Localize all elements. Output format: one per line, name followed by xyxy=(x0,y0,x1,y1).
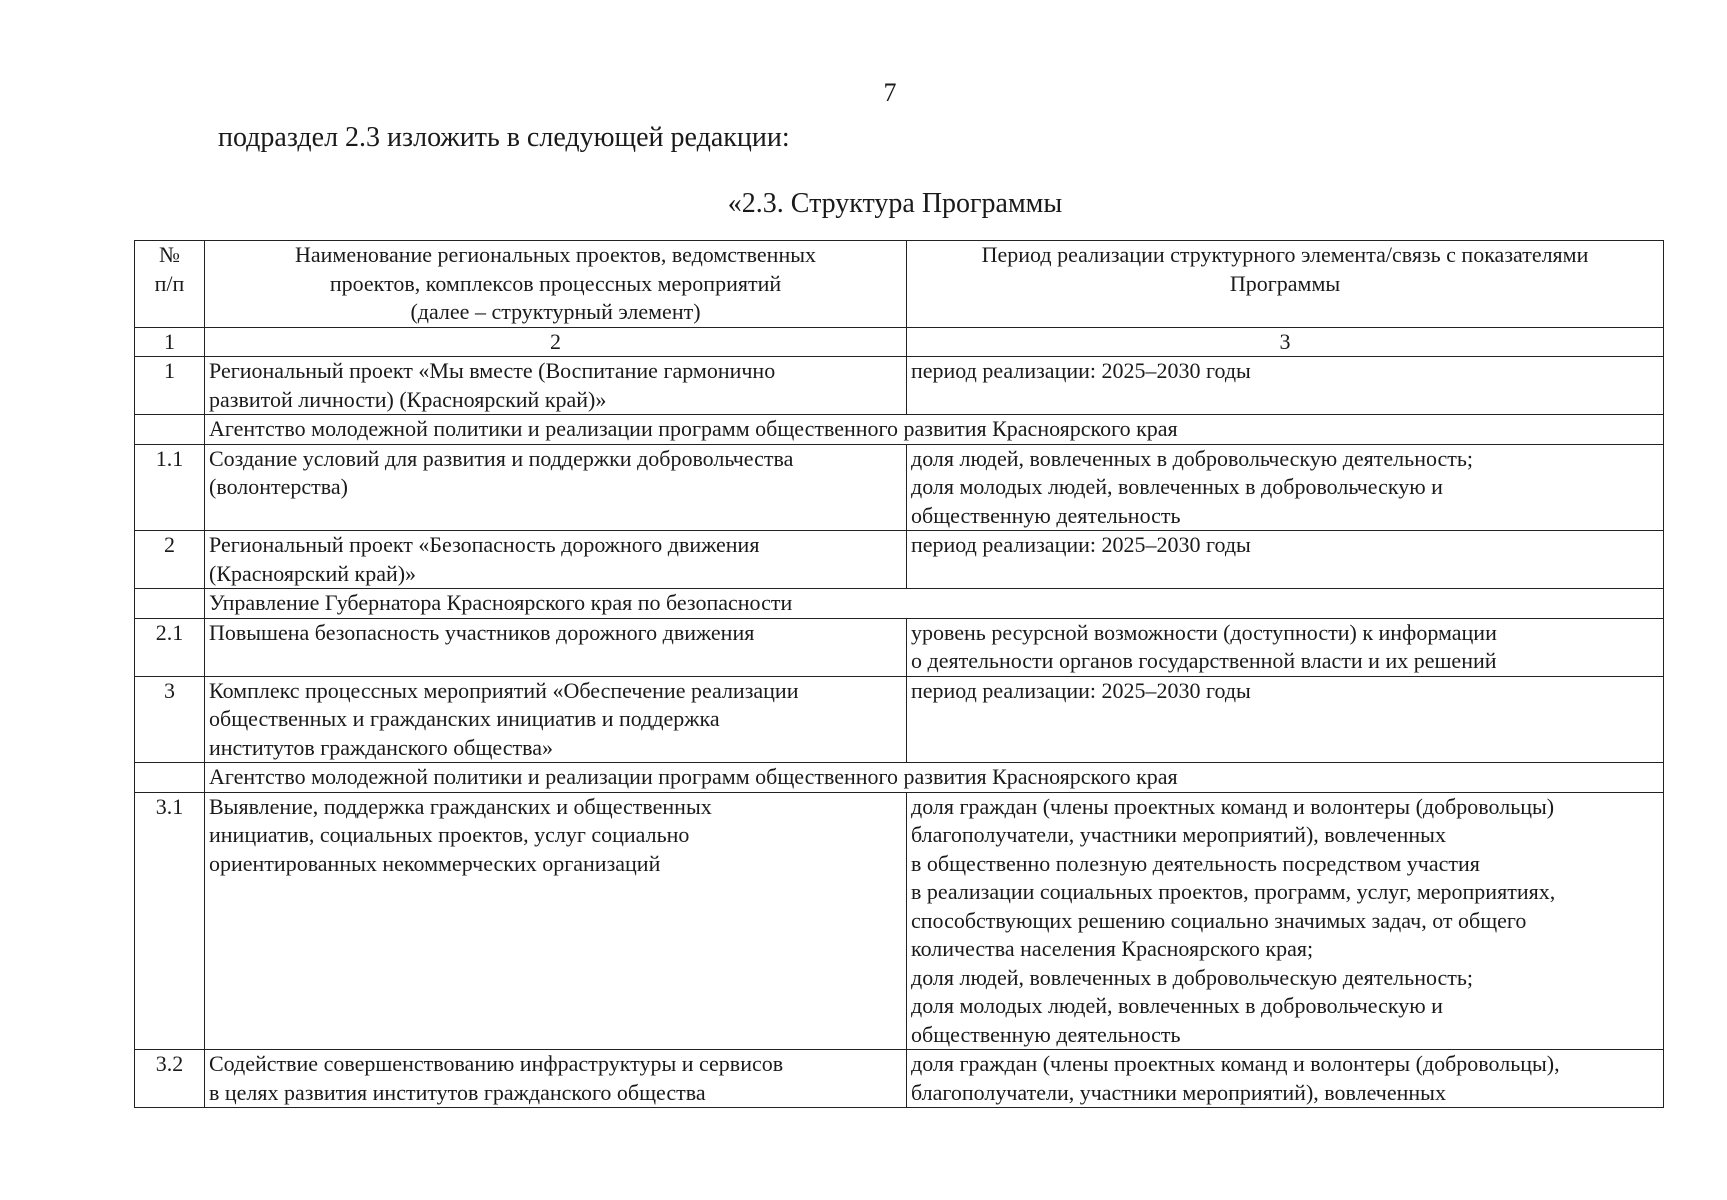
responsible-agency: Управление Губернатора Красноярского края по безопасности xyxy=(205,589,1664,619)
table-row xyxy=(135,792,1664,1050)
table-row xyxy=(135,357,1664,415)
period-indicator-link: период реализации: 2025–2030 годы xyxy=(907,357,1664,415)
agency-row xyxy=(135,589,1664,619)
structural-element-name: Повышена безопасность участников дорожного движения xyxy=(205,618,907,676)
responsible-agency: Агентство молодежной политики и реализации программ общественного развития Красноярского края xyxy=(205,415,1664,445)
structural-element-name: Создание условий для развития и поддержки добровольчества (волонтерства) xyxy=(205,444,907,531)
column-number: 2 xyxy=(205,327,907,357)
table-row xyxy=(135,444,1664,531)
row-number: 1.1 xyxy=(135,444,205,531)
row-number: 3 xyxy=(135,676,205,763)
row-number: 3.1 xyxy=(135,792,205,1050)
period-indicator-link: доля людей, вовлеченных в добровольческую деятельность; доля молодых людей, вовлеченных в добровольческую и общественную деятельность xyxy=(907,444,1664,531)
header-element-name: Наименование региональных проектов, ведомственных проектов, комплексов процессных мероприятий (далее – структурный элемент) xyxy=(205,241,907,328)
structural-element-name: Региональный проект «Безопасность дорожного движения (Красноярский край)» xyxy=(205,531,907,589)
column-number: 1 xyxy=(135,327,205,357)
period-indicator-link: уровень ресурсной возможности (доступности) к информации о деятельности органов государственной власти и их решений xyxy=(907,618,1664,676)
page-number: 7 xyxy=(883,78,897,107)
row-number: 2 xyxy=(135,531,205,589)
structural-element-name: Содействие совершенствованию инфраструктуры и сервисов в целях развития институтов гражданского общества xyxy=(205,1050,907,1108)
row-number: 1 xyxy=(135,357,205,415)
header-number: № п/п xyxy=(135,241,205,328)
period-indicator-link: доля граждан (члены проектных команд и волонтеры (добровольцы) благополучатели, участники мероприятий), вовлеченных в общественно полезную деятельность посредством участия в реализации социальных проектов, программ, услуг, мероприятиях, способствующих решению социально значимых задач, от общего количества населения Красноярского края; доля людей, вовлеченных в добровольческую деятельность; доля молодых людей, вовлеченных в добровольческую и общественную деятельность xyxy=(907,792,1664,1050)
row-number: 3.2 xyxy=(135,1050,205,1108)
empty-number-cell xyxy=(135,589,205,619)
empty-number-cell xyxy=(135,763,205,793)
structural-element-name: Комплекс процессных мероприятий «Обеспечение реализации общественных и гражданских инициатив и поддержка институтов гражданского общества» xyxy=(205,676,907,763)
table-row xyxy=(135,676,1664,763)
structural-element-name: Выявление, поддержка гражданских и общественных инициатив, социальных проектов, услуг социально ориентированных некоммерческих организаций xyxy=(205,792,907,1050)
intro-text: подраздел 2.3 изложить в следующей редакции: xyxy=(218,122,790,153)
period-indicator-link: период реализации: 2025–2030 годы xyxy=(907,676,1664,763)
structural-element-name: Региональный проект «Мы вместе (Воспитание гармонично развитой личности) (Красноярский край)» xyxy=(205,357,907,415)
agency-row xyxy=(135,415,1664,445)
agency-row xyxy=(135,763,1664,793)
period-indicator-link: доля граждан (члены проектных команд и волонтеры (добровольцы), благополучатели, участники мероприятий), вовлеченных xyxy=(907,1050,1664,1108)
table-row xyxy=(135,618,1664,676)
structure-table xyxy=(134,240,1664,1108)
column-number: 3 xyxy=(907,327,1664,357)
period-indicator-link: период реализации: 2025–2030 годы xyxy=(907,531,1664,589)
column-numbering-row xyxy=(135,327,1664,357)
empty-number-cell xyxy=(135,415,205,445)
responsible-agency: Агентство молодежной политики и реализации программ общественного развития Красноярского края xyxy=(205,763,1664,793)
header-period-link: Период реализации структурного элемента/связь с показателями Программы xyxy=(907,241,1664,328)
table-row xyxy=(135,1050,1664,1108)
row-number: 2.1 xyxy=(135,618,205,676)
table-header-row xyxy=(135,241,1664,328)
section-title: «2.3. Структура Программы xyxy=(727,188,1063,219)
table-row xyxy=(135,531,1664,589)
